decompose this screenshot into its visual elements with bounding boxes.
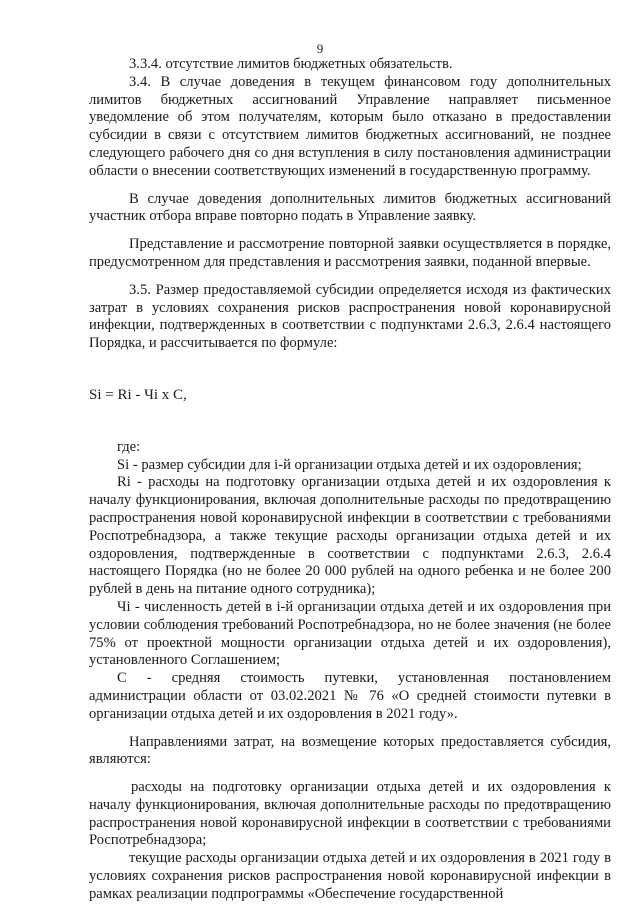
paragraph-cost-directions: Направлениями затрат, на возмещение которых предоставляется субсидия, являются: — [89, 733, 611, 768]
paragraph-3-3-4: 3.3.4. отсутствие лимитов бюджетных обязательств. — [129, 56, 453, 72]
paragraph-3-5: 3.5. Размер предоставляемой субсидии определяется исходя из фактических затрат в условиях сохранения рисков распространения новой коронавирусной инфекции, подтвержденных в соответствии с подпунктами 2.6.3, 2.6.4 настоящего Порядка, и рассчитывается по формуле: — [89, 281, 611, 352]
definition-chi: Чi - численность детей в i-й организации отдыха детей и их оздоровления при условии соблюдения требований Роспотребнадзора, но не более значения (не более 75% от проектной мощности организации отдыха детей и их оздоровления), установленного Соглашением; — [89, 598, 611, 669]
paragraph-current-costs: текущие расходы организации отдыха детей и их оздоровления в 2021 году в условиях сохранения рисков распространения новой коронавирусной инфекции в рамках реализации подпрограммы «Обеспечение государственной — [89, 850, 611, 902]
paragraph-3-4: 3.4. В случае доведения в текущем финансовом году дополнительных лимитов бюджетных ассигнований Управление направляет письменное уведомление об этом получателям, которым было отказано в предоставлении субсидии в связи с отсутствием лимитов бюджетных ассигнований, не позднее следующего рабочего дня со дня вступления в силу постановления администрации области о внесении соответствующих изменений в государственную программу. — [89, 73, 611, 179]
paragraph-repeat-application: Представление и рассмотрение повторной заявки осуществляется в порядке, предусмотренном для представления и рассмотрения заявки, поданной впервые. — [89, 236, 611, 270]
definition-c: С - средняя стоимость путевки, установленная постановлением администрации области от 03.02.2021 № 76 «О средней стоимости путевки в организации отдыха детей и их оздоровления в 2021 году». — [89, 670, 611, 722]
document-body — [89, 56, 611, 904]
definition-si: Si - размер субсидии для i-й организации отдыха детей и их оздоровления; — [117, 456, 582, 473]
page-number: 9 — [316, 41, 324, 56]
paragraph-preparation-costs: расходы на подготовку организации отдыха детей и их оздоровления к началу функционирования, включая дополнительные расходы по предотвращению распространения новой коронавирусной инфекции в соответствии с требованиями Роспотребнадзора; — [89, 779, 611, 849]
definition-ri: Ri - расходы на подготовку организации отдыха детей и их оздоровления к началу функционирования, включая дополнительные расходы по предотвращению распространения новой коронавирусной инфекции в соответствии с требованиями Роспотребнадзора, а также текущие расходы организации отдыха детей и их оздоровления, подтвержденные в соответствии с подпунктами 2.6.3, 2.6.4 настоящего Порядка (но не более 20 000 рублей на одного ребенка и не более 200 рублей в день на питание одного сотрудника); — [89, 474, 611, 598]
subsidy-formula: Si = Ri - Чi х С, — [89, 386, 187, 403]
paragraph-additional-limits: В случае доведения дополнительных лимитов бюджетных ассигнований участник отбора вправе повторно подать в Управление заявку. — [89, 190, 611, 225]
formula-where: где: — [117, 438, 141, 455]
